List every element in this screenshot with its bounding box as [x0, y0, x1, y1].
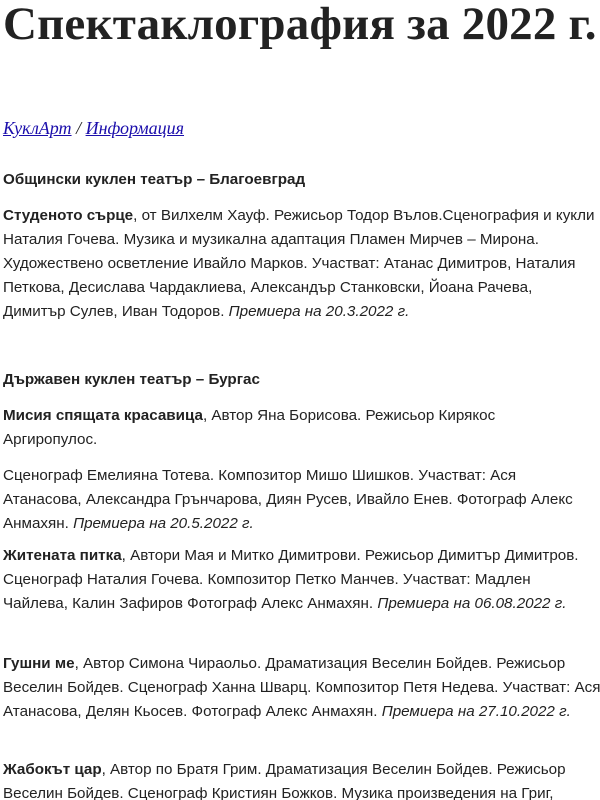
- play-description: , Автор по Братя Грим. Драматизация Веселин Бойдев. Режисьор Веселин Бойдев. Сценограф Кристиян Божков. Музика произведения на Григ,: [3, 761, 566, 800]
- play-entry: [3, 404, 563, 452]
- play-description: , Автори Мая и Митко Димитрови. Режисьор Димитър Димитров. Сценограф Наталия Гочева. Композитор Петко Манчев. Участват: Мадлен Чайлева, Калин Зафиров Фотограф Алекс Анмахян.: [3, 547, 579, 612]
- page-title: Спектаклография за 2022 г.: [3, 0, 597, 50]
- play-title: Жабокът цар: [3, 761, 102, 778]
- breadcrumb-link-kuklart[interactable]: КуклАрт: [3, 118, 72, 138]
- play-entry: [3, 652, 600, 724]
- play-title: Студеното сърце: [3, 207, 134, 224]
- play-description: , от Вилхелм Хауф. Режисьор Тодор Вълов.Сценография и кукли Наталия Гочева. Музика и музикална адаптация Пламен Мирчев – Мирона. Художествено осветление Ивайло Марков. Участват: Атанас Димитров, Наталия Петкова, Десислава Чардаклиева, Александър Станковски, Йоана Рачева, Димитър Сулев, Иван Тодоров.: [3, 207, 595, 320]
- play-entry: [3, 464, 597, 536]
- premiere-date: Премиера на 27.10.2022 г.: [381, 703, 571, 720]
- play-title: Мисия спящата красавица: [3, 407, 203, 424]
- premiere-date: Премиера на 20.5.2022 г.: [73, 515, 254, 532]
- theatre-heading: Общински куклен театър – Благоевград: [3, 171, 306, 188]
- theatre-heading: Държавен куклен театър – Бургас: [3, 371, 260, 388]
- play-description: , Автор Яна Борисова. Режисьор Кирякос Аргиропулос.: [3, 407, 496, 448]
- breadcrumb: [3, 118, 184, 139]
- premiere-date: Премиера на 20.3.2022 г.: [228, 303, 410, 320]
- play-entry: [3, 758, 600, 800]
- play-entry: [3, 544, 597, 616]
- breadcrumb-separator: /: [71, 118, 86, 138]
- play-title: Житената питка: [3, 547, 122, 564]
- breadcrumb-link-info[interactable]: Информация: [85, 118, 185, 138]
- play-description: , Автор Симона Чираольо. Драматизация Веселин Бойдев. Режисьор Веселин Бойдев. Сценограф Ханна Шварц. Композитор Петя Недева. Участват: Ася Атанасова, Делян Кьосев. Фотограф Алекс Анмахян.: [3, 655, 600, 720]
- play-title: Гушни ме: [3, 655, 75, 672]
- play-description: Сценограф Емелияна Тотева. Композитор Мишо Шишков. Участват: Ася Атанасова, Александра Грънчарова, Диян Русев, Ивайло Енев. Фотограф Алекс Анмахян.: [3, 467, 573, 532]
- premiere-date: Премиера на 06.08.2022 г.: [377, 595, 567, 612]
- play-entry: [3, 204, 597, 324]
